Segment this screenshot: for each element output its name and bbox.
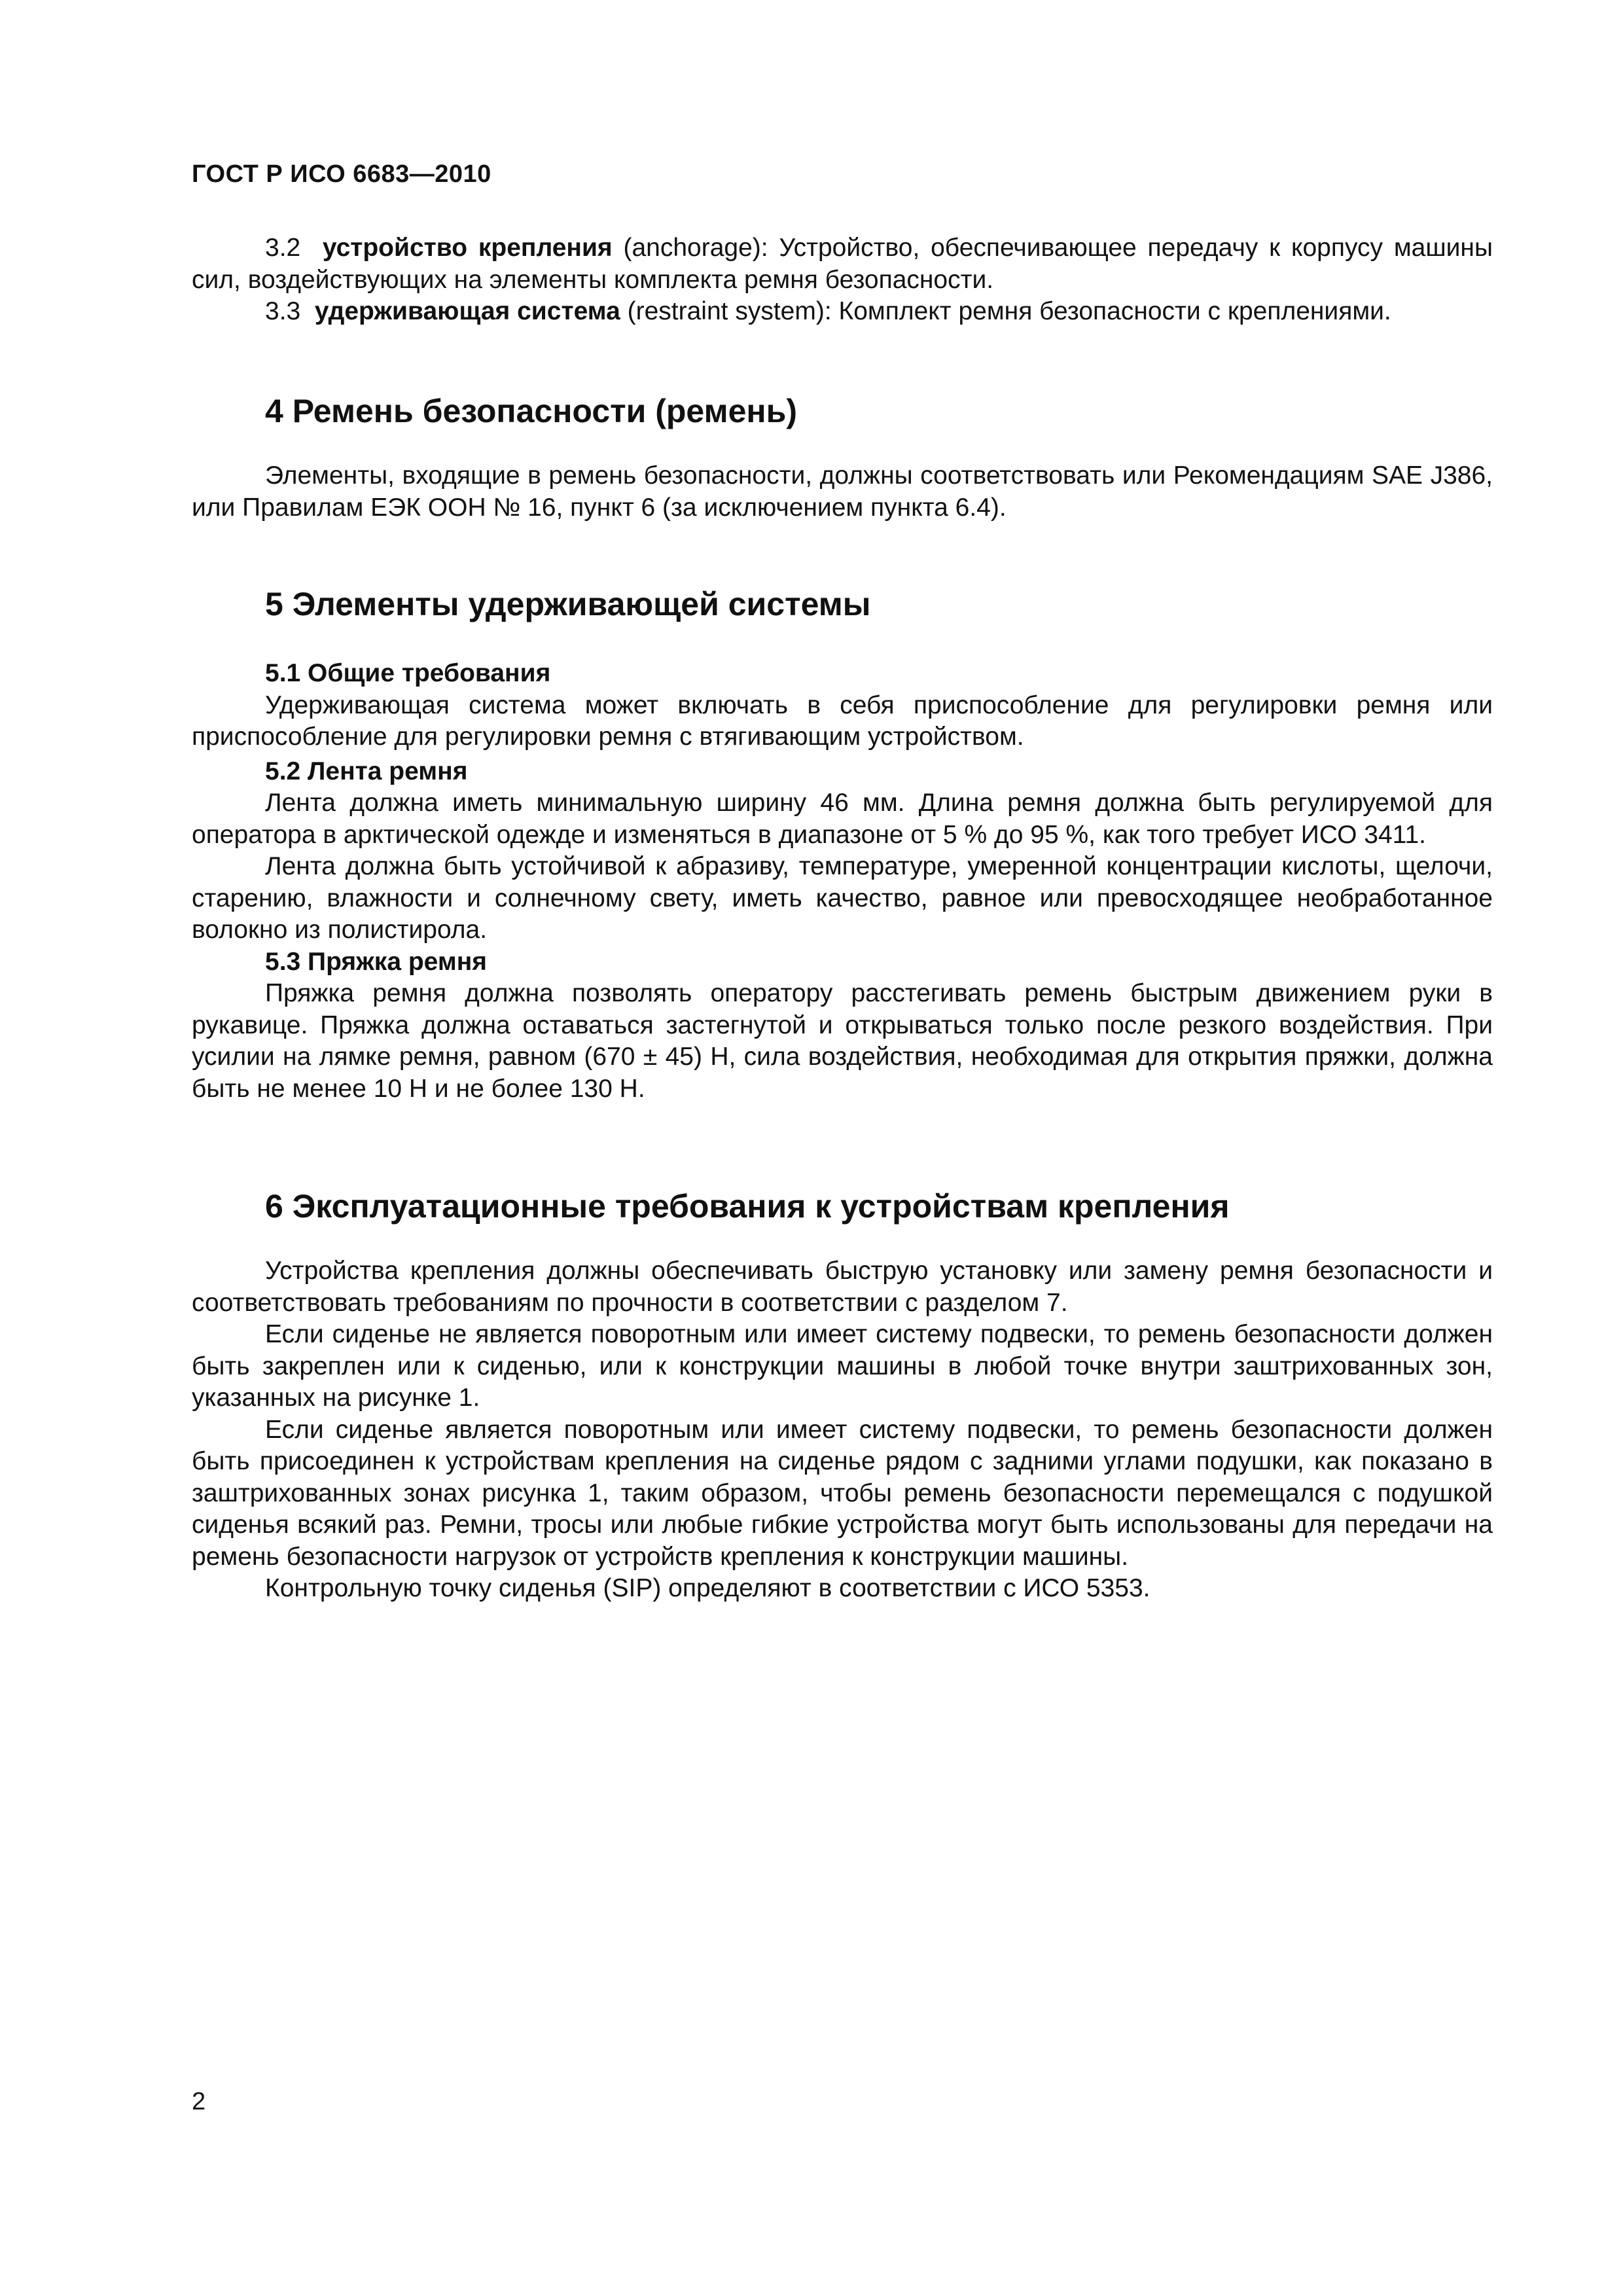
section-4 [192, 391, 1493, 431]
section-6-body [192, 1255, 1493, 1605]
section-5-body [192, 658, 1493, 1105]
paragraph: Пряжка ремня должна позволять оператору расстегивать ремень быстрым движением руки в рукавице. Пряжка должна оставаться застегнутой и открываться только после резкого воздействия. При усилии на лямке ремня, равном (670 ± 45) Н, сила воздействия, необходимая для открытия пряжки, должна быть не менее 10 Н и не более 130 Н. [192, 979, 1493, 1103]
paragraph: Удерживающая система может включать в себя приспособление для регулировки ремня или приспособление для регулировки ремня с втягивающим устройством. [192, 691, 1493, 751]
paragraph: Лента должна быть устойчивой к абразиву, температуре, умеренной концентрации кислоты, щелочи, старению, влажности и солнечному свету, иметь качество, равное или превосходящее необработанное волокно из полистирола. [192, 852, 1493, 944]
document-header: ГОСТ Р ИСО 6683—2010 [192, 160, 491, 188]
paragraph: Если сиденье является поворотным или имеет систему подвески, то ремень безопасности должен быть присоединен к устройствам крепления на сиденье рядом с задними углами подушки, как показано в заштрихованных зонах рисунка 1, таким образом, чтобы ремень безопасности перемещался с подушкой сиденья всякий раз. Ремни, тросы или любые гибкие устройства могут быть использованы для передачи на ремень безопасности нагрузок от устройств крепления к конструкции машины. [192, 1415, 1493, 1571]
definition-term: удерживающая система [314, 297, 620, 325]
page-number: 2 [192, 2088, 206, 2115]
section-6 [192, 1187, 1493, 1226]
definition-text: (restraint system): Комплект ремня безопасности с креплениями. [620, 297, 1391, 325]
definition-number: 3.3 [265, 297, 301, 325]
definition-text: (anchorage): Устройство, обеспечивающее передачу к корпусу машины сил, воздействующих на элементы комплекта ремня безопасности. [192, 234, 1493, 294]
paragraph: Устройства крепления должны обеспечивать быструю установку или замену ремня безопасности и соответствовать требованиям по прочности в соответствии с разделом 7. [192, 1257, 1493, 1317]
definition-number: 3.2 [265, 234, 301, 262]
paragraph: Лента должна иметь минимальную ширину 46 мм. Длина ремня должна быть регулируемой для оператора в арктической одежде и изменяться в диапазоне от 5 % до 95 %, как того требует ИСО 3411. [192, 789, 1493, 849]
paragraph: Элементы, входящие в ремень безопасности, должны соответствовать или Рекомендациям SAE J386, или Правилам ЕЭК ООН № 16, пункт 6 (за исключением пункта 6.4). [192, 461, 1493, 522]
definition-3-3 [192, 296, 1493, 328]
section-title: 6 Эксплуатационные требования к устройствам крепления [265, 1188, 1230, 1225]
definition-3-2 [192, 232, 1493, 296]
subsection-title-5-3: 5.3 Пряжка ремня [265, 947, 488, 976]
section-4-body [192, 460, 1493, 524]
section-title: 4 Ремень безопасности (ремень) [265, 393, 797, 429]
paragraph: Если сиденье не является поворотным или имеет систему подвески, то ремень безопасности должен быть закреплен или к сиденью, или к конструкции машины в любой точке внутри заштрихованных зон, указанных на рисунке 1. [192, 1320, 1493, 1412]
subsection-title-5-1: 5.1 Общие требования [265, 659, 551, 687]
subsection-title-5-2: 5.2 Лента ремня [265, 757, 468, 785]
section-title: 5 Элементы удерживающей системы [265, 586, 871, 622]
paragraph: Контрольную точку сиденья (SIP) определяют в соответствии с ИСО 5353. [265, 1574, 1150, 1602]
definitions-block [192, 232, 1493, 328]
definition-term: устройство крепления [322, 234, 613, 262]
section-5 [192, 584, 1493, 624]
